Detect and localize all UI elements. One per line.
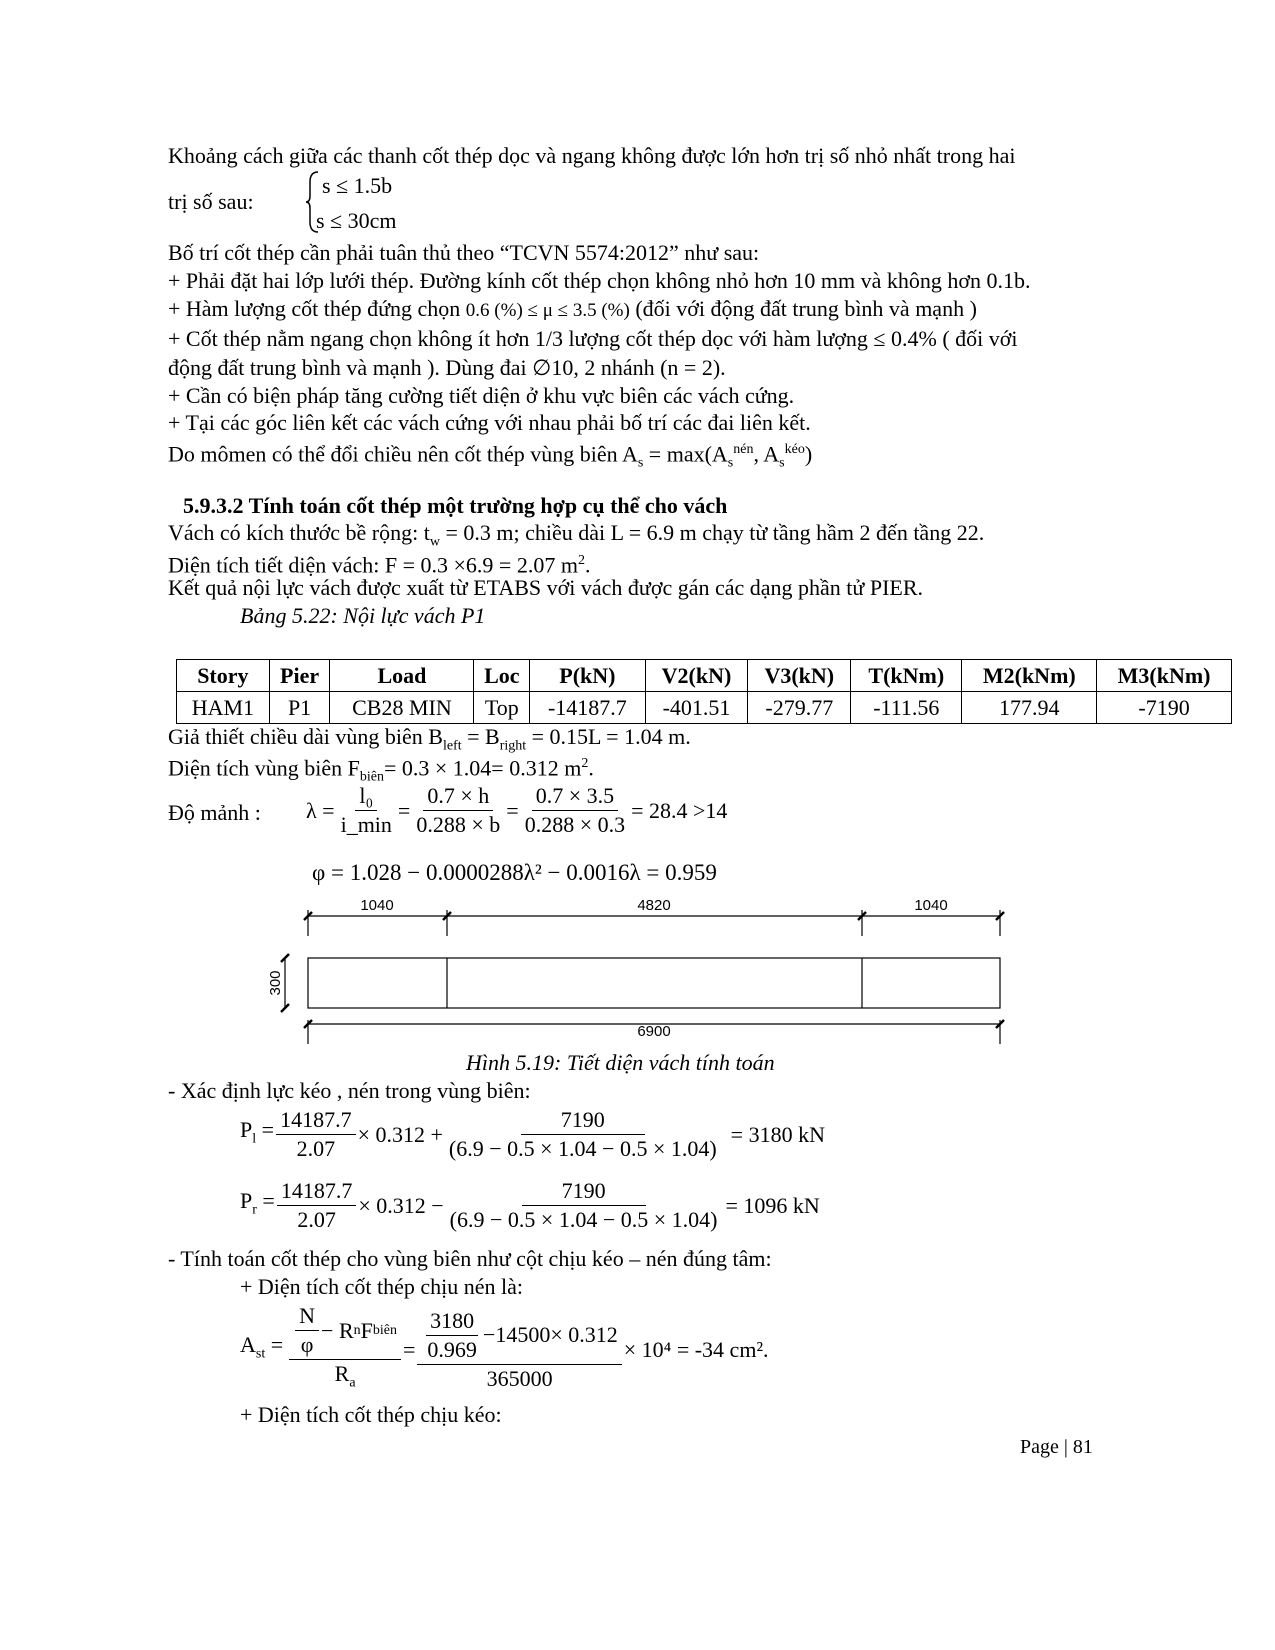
paragraph-label: trị số sau: (168, 189, 254, 214)
cell-pier: P1 (269, 692, 330, 724)
dim-right: 1040 (914, 897, 948, 914)
wall-dimensions: Vách có kích thước bề rộng: $t_w = 0.3$ m; chiều dài L = 6.9 m chạy từ tầng hầm 2 đến tầng 22. (168, 520, 985, 550)
bullet-1: + Phải đặt hai lớp lưới thép. Đường kính cốt thép chọn không nhỏ hơn 10 mm và không hơn 0.1b. (168, 268, 1031, 293)
cell-p: -14187.7 (530, 692, 645, 724)
header-m2: M2(kNm) (962, 660, 1097, 692)
formula-ast: $A_{st}$ = $\frac{N}{\varphi}$ − R n F biên $R_a$ = $\frac{3180}{0.969}$ −14500× 0.312 365000 × 10⁴ = -34 cm². (240, 1303, 769, 1391)
condition-2: s ≤ 30cm (316, 208, 397, 233)
table-caption: Bảng 5.22: Nội lực vách P1 (240, 603, 486, 628)
etabs-note: Kết quả nội lực vách được xuất từ ETABS với vách được gán các dạng phần tử PIER. (168, 575, 924, 600)
formula-pl: $P_l$ = $\frac{14187.7}{2.07}$ × 0.312 + $\frac{7190}{(6.9 - 0.5 \times 1.04 - 0.5 \times 1.04)}$ = 3180 kN (240, 1107, 825, 1161)
cell-m2: 177.94 (962, 692, 1097, 724)
section-heading: 5.9.3.2 Tính toán cốt thép một trường hợp cụ thể cho vách (183, 493, 728, 518)
step-tension-compression: - Xác định lực kéo , nén trong vùng biên: (168, 1078, 531, 1103)
header-loc: Loc (474, 660, 530, 692)
dim-thickness: 300 (267, 970, 284, 996)
dim-total: 6900 (637, 1023, 671, 1040)
slenderness-label: Độ mảnh : (168, 800, 261, 825)
header-v3: V3(kN) (748, 660, 851, 692)
bullet-5: + Tại các góc liên kết các vách cứng với nhau phải bố trí các đai liên kết. (168, 410, 811, 435)
bullet-2-post: (đối với động đất trung bình và mạnh ) (635, 296, 977, 321)
paragraph-rules: Bố trí cốt thép cần phải tuân thủ theo “TCVN 5574:2012” như sau: (168, 240, 760, 265)
table-header-row (177, 660, 1232, 692)
dim-middle: 4820 (637, 897, 671, 914)
cell-story: HAM1 (177, 692, 270, 724)
bullet-2-pre: + Hàm lượng cốt thép đứng chọn (168, 296, 461, 321)
header-load: Load (330, 660, 474, 692)
header-m3: M3(kNm) (1097, 660, 1232, 692)
cell-loc: Top (474, 692, 530, 724)
paragraph-spacing: Khoảng cách giữa các thanh cốt thép dọc và ngang không được lớn hơn trị số nhỏ nhất trong hai (168, 143, 1016, 168)
bullet-2 (168, 296, 977, 324)
boundary-area: Diện tích vùng biên $F_{biên}= 0.3 \times 1.04= 0.312$ $m^2$. (168, 755, 594, 785)
header-pier: Pier (269, 660, 330, 692)
header-story: Story (177, 660, 270, 692)
bullet-2-math: 0.6 (%) ≤ μ ≤ 3.5 (%) (465, 300, 630, 321)
wall-area: Diện tích tiết diện vách: F = 0.3 ×6.9 = 2.07 $m^2$. (168, 552, 591, 578)
page-number: Page | 81 (1020, 1436, 1093, 1458)
cell-load: CB28 MIN (330, 692, 474, 724)
forces-table (176, 659, 1232, 724)
formula-pr: $P_r$ = $\frac{14187.7}{2.07}$ × 0.312 − $\frac{7190}{(6.9 - 0.5 \times 1.04 - 0.5 \times 1.04)}$ = 1096 kN (240, 1178, 820, 1232)
phi-formula: φ = 1.028 − 0.0000288λ² − 0.0016λ = 0.959 (312, 860, 717, 885)
bullet-4: + Cần có biện pháp tăng cường tiết diện ở khu vực biên các vách cứng. (168, 383, 795, 408)
boundary-length: Giả thiết chiều dài vùng biên $B_{left} = B_{right} = 0.15L = 1.04$ m. (168, 724, 691, 754)
table-row (177, 692, 1232, 724)
header-t: T(kNm) (851, 660, 962, 692)
step-boundary-rebar: - Tính toán cốt thép cho vùng biên như cột chịu kéo – nén đúng tâm: (168, 1246, 772, 1271)
bullet-3: + Cốt thép nằm ngang chọn không ít hơn 1/3 lượng cốt thép dọc với hàm lượng ≤ 0.4% ( đối với (168, 326, 1018, 351)
paragraph-moment: Do mômen có thể đổi chiều nên cốt thép vùng biên $A_s = \max(A_s^{nén}$, $A_s^{kéo}$) (168, 441, 813, 471)
step-tension-area: + Diện tích cốt thép chịu kéo: (240, 1402, 502, 1427)
cell-m3: -7190 (1097, 692, 1232, 724)
header-p: P(kN) (530, 660, 645, 692)
wall-section-diagram (250, 890, 1030, 1055)
bullet-3-cont: động đất trung bình và mạnh ). Dùng đai ∅10, 2 nhánh (n = 2). (168, 355, 726, 380)
cell-v3: -279.77 (748, 692, 851, 724)
figure-caption: Hình 5.19: Tiết diện vách tính toán (466, 1050, 775, 1075)
cell-t: -111.56 (851, 692, 962, 724)
slenderness-formula: λ = $\frac{\text{l₀}}{i\_\min}$ = $\frac{0.7 \times h}{0.288 \times b}$ = $\frac{0.7 \times 3.5}{0.288 \times 0.3}$ = 28.4 >14 (306, 783, 728, 837)
step-compression-area: + Diện tích cốt thép chịu nén là: (240, 1274, 524, 1299)
dim-left: 1040 (360, 897, 394, 914)
header-v2: V2(kN) (645, 660, 748, 692)
condition-1: s ≤ 1.5b (322, 173, 393, 198)
cell-v2: -401.51 (645, 692, 748, 724)
